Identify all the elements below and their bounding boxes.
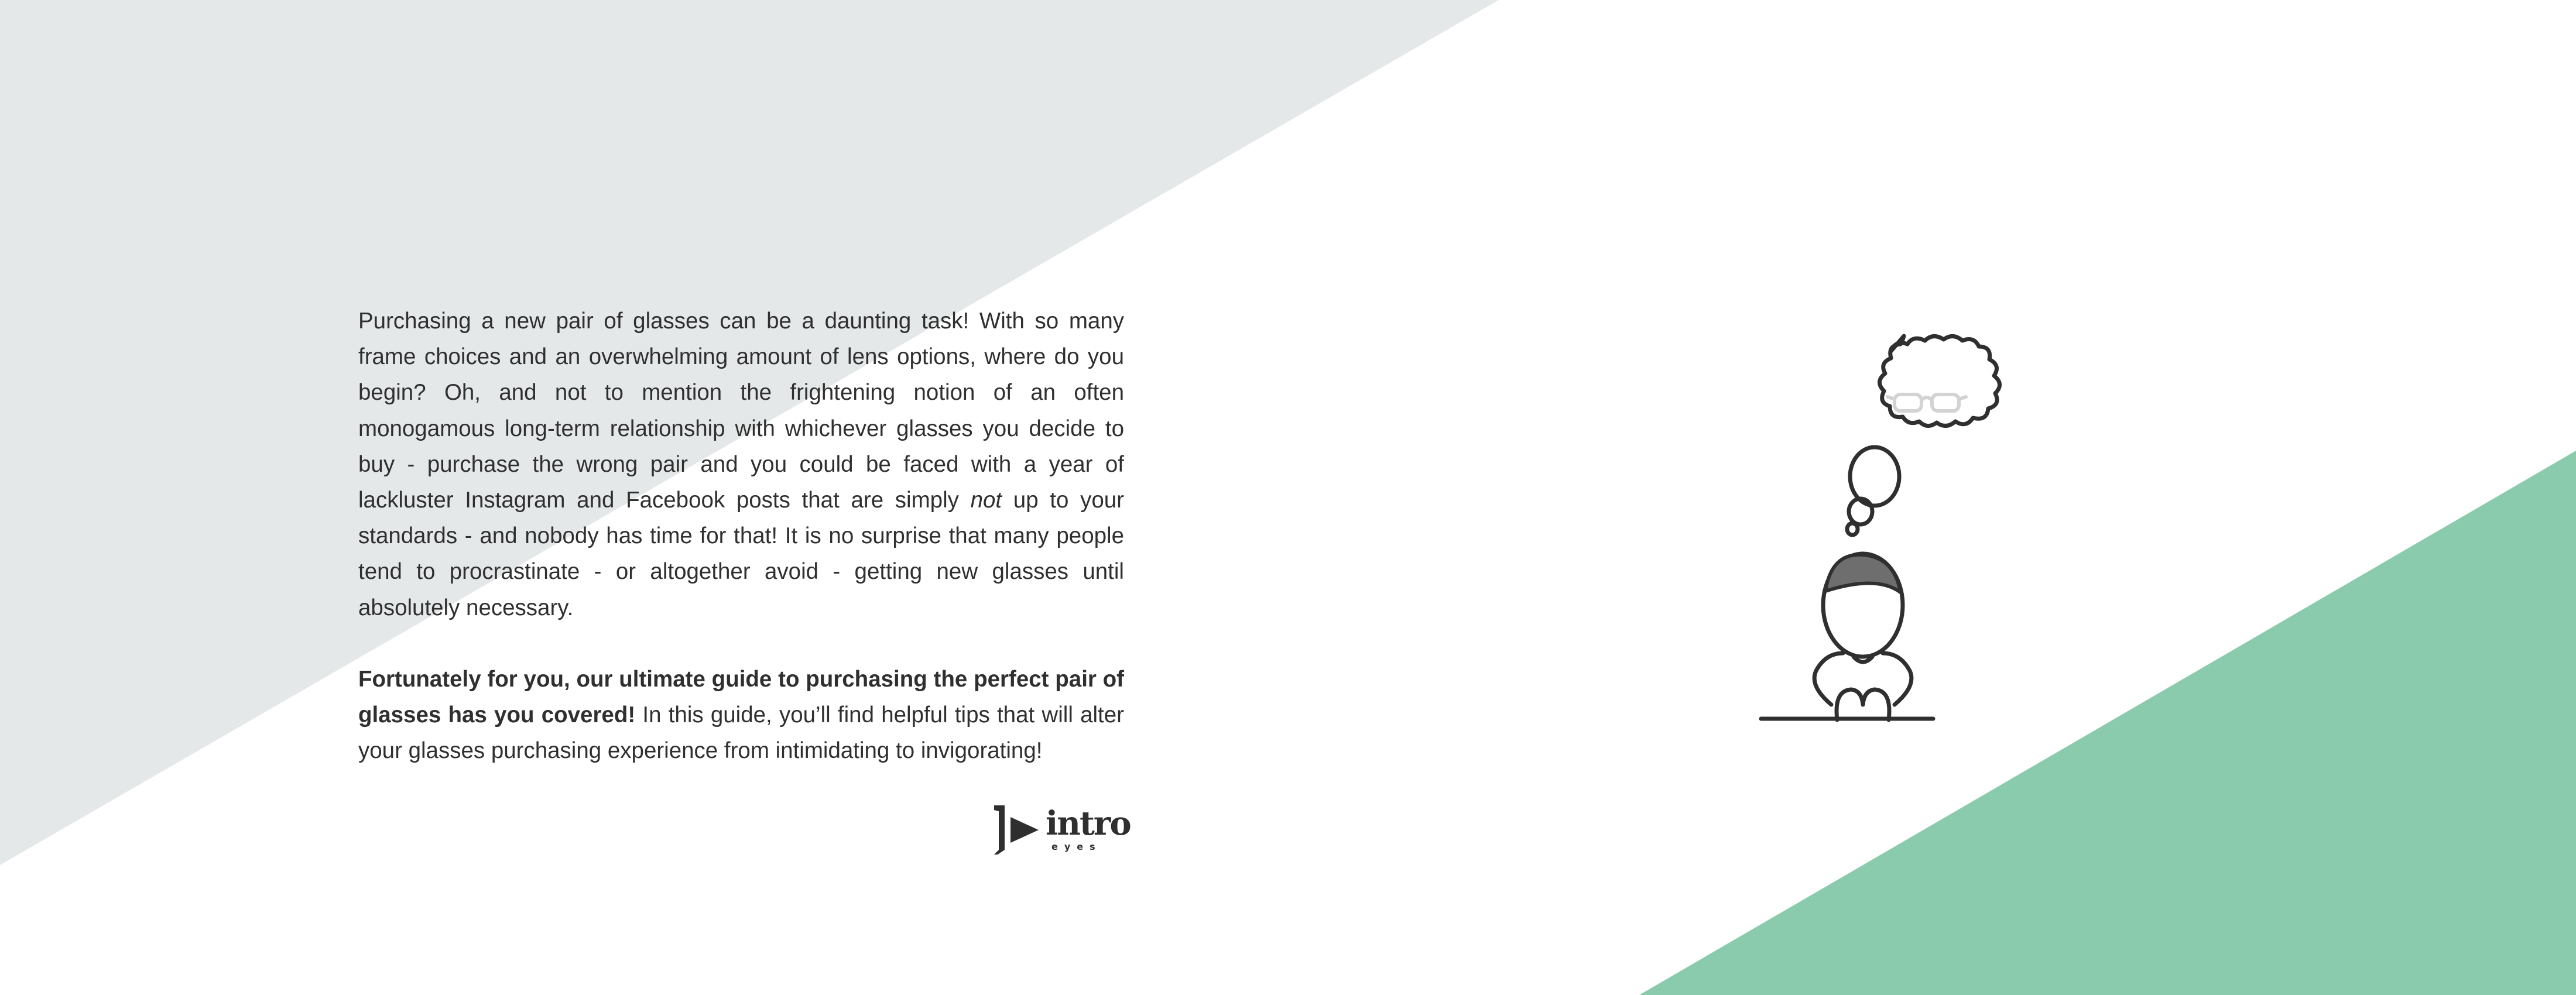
intro-paragraph-1-start: Purchasing a new pair of glasses can be a daunting task! With so many frame choices and an overwhelming amount of lens options, where do you begin? Oh, and not to mention the frightening notion of an often monogamous long-term relationship with whichever glasses you decide to buy - purchase the wrong pair and you could be faced with a year of lackluster Instagram and Facebook posts that are simply <box>358 308 1124 513</box>
intro-paragraph-1 <box>358 303 1124 626</box>
intro-bold-statement: Fortunately for you, our ultimate guide to purchasing the perfect pair of glasses has you covered! <box>358 666 1124 728</box>
intro-emphasis: not <box>970 488 1002 513</box>
logo-wordmark: intro <box>1046 804 1131 843</box>
glasses-icon <box>1888 394 1966 411</box>
play-mark-icon <box>993 803 1042 857</box>
intro-text <box>358 303 1124 768</box>
intro-eyes-logo <box>993 803 1131 857</box>
intro-paragraph-2 <box>358 661 1124 769</box>
thought-bubble-small <box>1847 523 1858 535</box>
arms <box>1837 689 1889 720</box>
intro-paragraph-2-end: In this guide, you’ll find helpful tips that will alter your glasses purchasing experience from intimidating to invigorating! <box>358 702 1124 764</box>
thought-bubble-large <box>1850 447 1899 506</box>
logo-subtext: eyes <box>1051 841 1102 852</box>
intro-paragraph-1-end: up to your standards - and nobody has time for that! It is no surprise that many people tend to procrastinate - or altogether avoid - getting new glasses until absolutely necessary. <box>358 488 1124 620</box>
person-thinking-icon <box>1751 334 2090 726</box>
hair <box>1825 555 1900 592</box>
